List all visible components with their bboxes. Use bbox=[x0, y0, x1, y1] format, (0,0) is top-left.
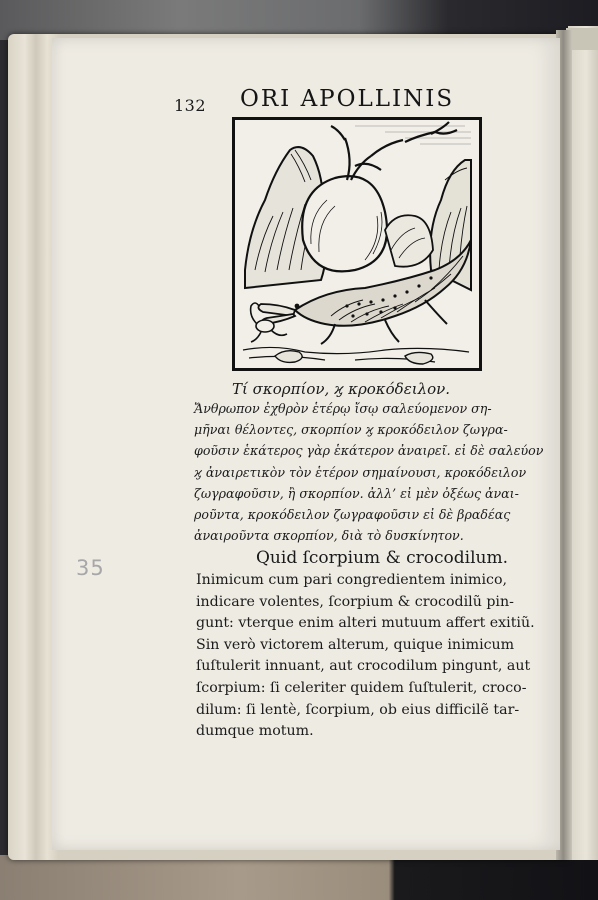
greek-line: ἀναιροῦντα σκορπίον, διὰ τὸ δυσκίνητον. bbox=[194, 528, 464, 544]
latin-line: Sin verò victorem alterum, quique inimicum bbox=[196, 636, 515, 653]
latin-line: dilum: ſi lentè, ſcorpium, ob eius difficilẽ tar- bbox=[196, 701, 520, 718]
greek-line: ροῦντα, κροκόδειλον ζωγραφοῦσιν εἰ δὲ βραδέας bbox=[194, 507, 511, 523]
backdrop-bottom bbox=[0, 855, 598, 900]
greek-line: φοῦσιν ἑκάτερος γὰρ ἑκάτερον ἀναιρεῖ. εἰ δὲ σαλεύον bbox=[194, 443, 544, 459]
running-head: ORI APOLLINIS bbox=[240, 86, 455, 112]
pencil-margin-note: 35 bbox=[76, 556, 105, 580]
latin-line: Inimicum cum pari congredientem inimico, bbox=[196, 572, 508, 588]
greek-line: ϗ ἀναιρετικὸν τὸν ἑτέρον σημαίνουσι, κροκόδειλον bbox=[194, 464, 527, 480]
latin-text-block bbox=[196, 570, 546, 743]
greek-text-block bbox=[194, 398, 544, 546]
latin-line: ſcorpium: ſi celeriter quidem ſuſtulerit, croco- bbox=[196, 679, 527, 696]
latin-line: dumque motum. bbox=[196, 723, 314, 740]
facing-page-edge bbox=[568, 26, 598, 860]
page-number: 132 bbox=[174, 96, 207, 115]
latin-line: indicare volentes, ſcorpium & crocodilũ pin- bbox=[196, 593, 514, 610]
greek-heading: Τί σκορπίον, ϗ κροκόδειλον. bbox=[232, 380, 451, 398]
latin-line: ſuſtulerit innuant, aut crocodilum pingunt, aut bbox=[196, 658, 531, 675]
latin-heading: Quid ſcorpium & crocodilum. bbox=[256, 548, 508, 568]
woodcut-drawing bbox=[235, 120, 479, 368]
woodcut-illustration bbox=[232, 117, 482, 371]
greek-line: μῆναι θέλοντες, σκορπίον ϗ κροκόδειλον ζωγρα- bbox=[194, 422, 508, 438]
greek-line: Ἄνθρωπον ἐχθρὸν ἑτέρῳ ἴσῳ σαλεύομενον ση- bbox=[194, 401, 492, 416]
greek-line: ζωγραφοῦσιν, ἢ σκορπίον. ἀλλ’ εἰ μὲν ὀξέως ἀναι- bbox=[194, 485, 519, 501]
latin-line: gunt: vterque enim alteri mutuum affert exitiũ. bbox=[196, 615, 535, 632]
